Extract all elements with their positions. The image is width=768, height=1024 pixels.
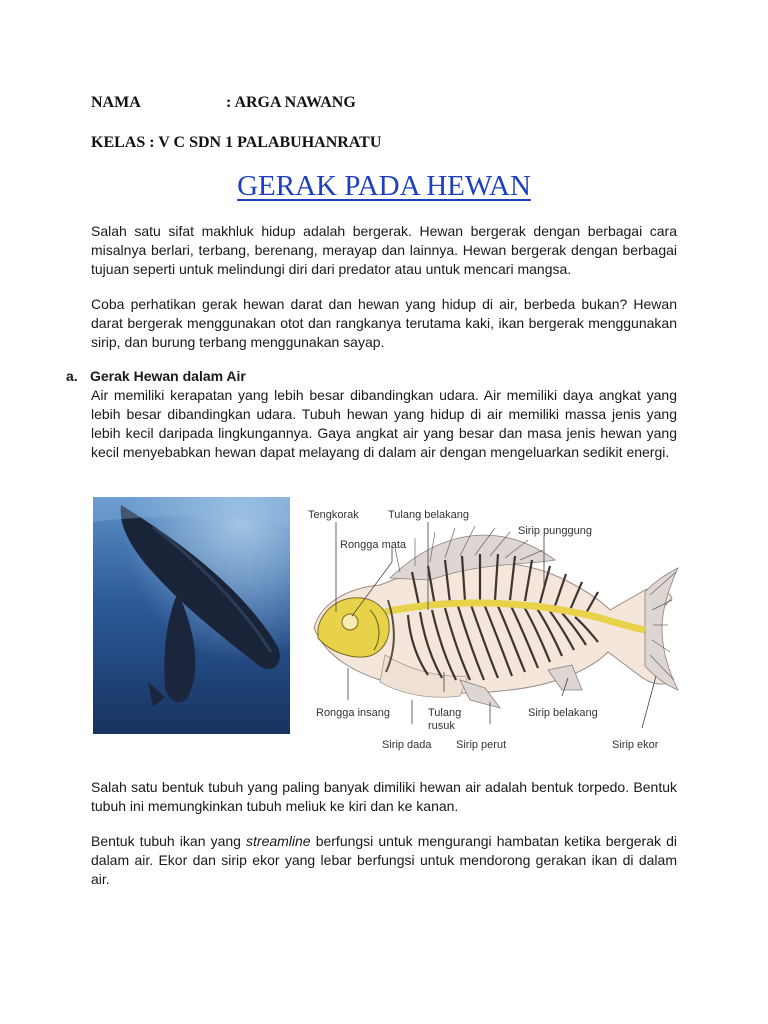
label-sirip-perut: Sirip perut [456, 739, 507, 751]
page-title: GERAK PADA HEWAN [237, 170, 531, 202]
name-label: NAMA [91, 94, 141, 111]
section-heading-a [66, 368, 246, 384]
label-tengkorak: Tengkorak [308, 509, 359, 521]
label-sirip-punggung: Sirip punggung [518, 525, 593, 537]
label-tulang-belakang: Tulang belakang [388, 509, 469, 521]
section-letter: a. [66, 368, 78, 384]
streamline-term: streamline [246, 833, 311, 849]
comparison-paragraph: Coba perhatikan gerak hewan darat dan hewan yang hidup di air, berbeda bukan? Hewan darat bergerak menggunakan otot dan rangkanya terutama kaki, ikan bergerak menggunakan sirip, dan burung terbang menggunakan sayap. [91, 296, 677, 350]
torpedo-paragraph: Salah satu bentuk tubuh yang paling banyak dimiliki hewan air adalah bentuk torpedo. Bentuk tubuh ini memungkinkan tubuh meliuk ke kiri dan ke kanan. [91, 779, 677, 814]
streamline-text-after: berfungsi untuk mengurangi hambatan ketika bergerak di dalam air. Ekor dan sirip ekor yang lebar berfungsi untuk mendorong gerakan ikan di dalam air. [91, 833, 677, 887]
label-sirip-dada: Sirip dada [382, 739, 432, 751]
name-row [91, 94, 356, 112]
class-line: KELAS : V C SDN 1 PALABUHANRATU [91, 134, 382, 151]
water-paragraph: Air memiliki kerapatan yang lebih besar dibandingkan udara. Air memiliki daya angkat yang lebih besar dibandingkan udara. Tubuh hewan yang hidup di air memiliki massa jenis yang lebih kecil daripada lingkungannya. Gaya angkat air yang besar dan masa jenis hewan yang kecil menyebabkan hewan dapat melayang di dalam air dengan mengeluarkan sedikit energi. [91, 387, 677, 460]
label-rongga-insang: Rongga insang [316, 707, 391, 719]
name-value: : ARGA NAWANG [226, 94, 356, 111]
label-sirip-ekor: Sirip ekor [612, 739, 659, 751]
fish-skeleton-diagram [300, 500, 680, 756]
label-tulang: Tulang [428, 707, 462, 719]
label-sirip-belakang: Sirip belakang [528, 707, 598, 719]
section-title: Gerak Hewan dalam Air [90, 368, 246, 384]
whale-photo [93, 497, 290, 734]
label-rongga-mata: Rongga mata [340, 539, 407, 551]
streamline-paragraph [91, 832, 677, 889]
streamline-text-before: Bentuk tubuh ikan yang [91, 833, 247, 849]
label-rusuk: rusuk [428, 720, 455, 732]
intro-paragraph: Salah satu sifat makhluk hidup adalah bergerak. Hewan bergerak dengan berbagai cara misalnya berlari, terbang, berenang, merayap dan lainnya. Hewan bergerak dengan berbagai tujuan seperti untuk melindungi diri dari predator atau untuk mencari mangsa. [91, 223, 677, 277]
